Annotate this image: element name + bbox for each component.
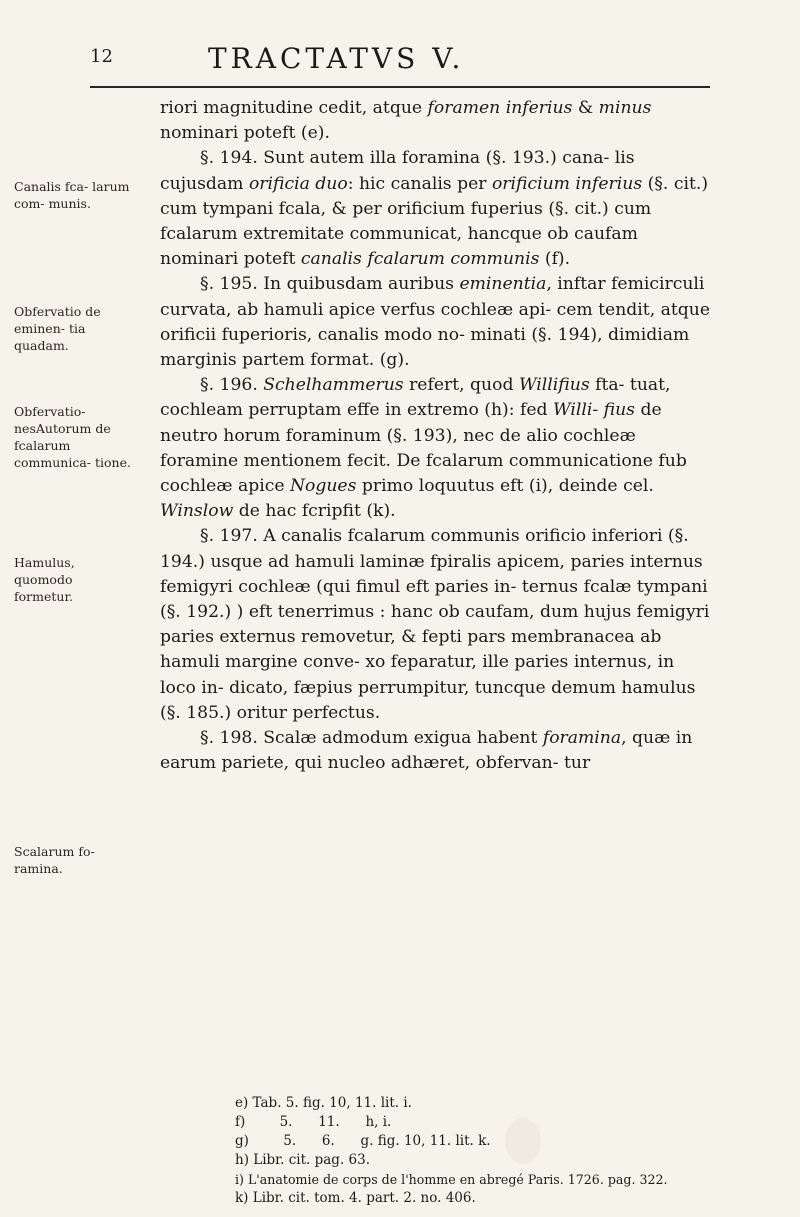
page-header — [90, 44, 710, 84]
margin-note-observationes-autorum: Obfervatio- nesAutorum de fcalarum communica- tione. — [14, 404, 131, 470]
paragraph-196: §. 196. Schelhammerus refert, quod Willifius fta- tuat, cochleam perruptam effe in extremo (h): fed Willi- fius de neutro horum foraminum (§. 193), nec de alio cochleæ foramine mentionem fecit. De fcalarum communicatione fub cochleæ apice Nogues primo loquutus eft (i), deinde cel. Winslow de hac fcripfit (k). — [160, 375, 687, 522]
footnote-i: i) L'anatomie de corps de l'homme en abregé Paris. 1726. pag. 322. — [235, 1172, 668, 1187]
footnote-k: k) Libr. cit. tom. 4. part. 2. no. 406. — [235, 1190, 476, 1206]
paragraph-198: §. 198. Scalæ admodum exigua habent foramina, quæ in earum pariete, qui nucleo adhæret, obfervan- tur — [160, 728, 693, 774]
margin-note-canalis: Canalis fca- larum com- munis. — [14, 179, 130, 211]
page-number: 12 — [90, 46, 113, 67]
margin-note-hamulus: Hamulus, quomodo formetur. — [14, 555, 75, 604]
paragraph-195: §. 195. In quibusdam auribus eminentia, inftar femicirculi curvata, ab hamuli apice verfus cochleæ api- cem tendit, atque orificii fuperioris, canalis modo no- minati (§. 194), dimidiam marginis partem format. (g). — [160, 274, 711, 371]
margin-note-observatio-eminentia: Obfervatio de eminen- tia quadam. — [14, 304, 101, 353]
running-title: TRACTATVS V. — [208, 42, 465, 75]
paragraph-197: §. 197. A canalis fcalarum communis orificio inferiori (§. 194.) usque ad hamuli laminæ fpiralis apicem, paries internus femigyri cochleæ (qui fimul eft paries in- ternus fcalæ tympani (§. 192.) ) eft tenerrimus : hanc ob caufam, dum hujus femigyri paries externus removetur, & fepti pars membranacea ab hamuli margine conve- xo feparatur, ille paries internus, in loco in- dicato, fæpius perrumpitur, tuncque demum hamulus (§. 185.) oritur perfectus. — [160, 526, 710, 723]
margin-note-scalarum-foramina: Scalarum fo- ramina. — [14, 844, 95, 876]
footnote-e: e) Tab. 5. fig. 10, 11. lit. i. — [235, 1095, 412, 1111]
header-rule — [90, 86, 710, 88]
main-text — [160, 96, 715, 776]
paragraph-194: §. 194. Sunt autem illa foramina (§. 193.) cana- lis cujusdam orificia duo: hic canalis per orificium inferius (§. cit.) cum tympani fcala, & per orificium fuperius (§. cit.) cum fcalarum extremitate communicat, hancque ob caufam nominari poteft canalis fcalarum communis (f). — [160, 148, 709, 270]
footnote-h: h) Libr. cit. pag. 63. — [235, 1152, 370, 1168]
paper-stain — [505, 1118, 541, 1164]
paragraph-continuation: riori magnitudine cedit, atque foramen inferius & minus nominari poteft (e). — [160, 98, 652, 144]
footnote-f: f) 5. 11. h, i. — [235, 1114, 392, 1130]
footnotes — [235, 1094, 715, 1208]
footnote-g: g) 5. 6. g. fig. 10, 11. lit. k. — [235, 1133, 491, 1149]
